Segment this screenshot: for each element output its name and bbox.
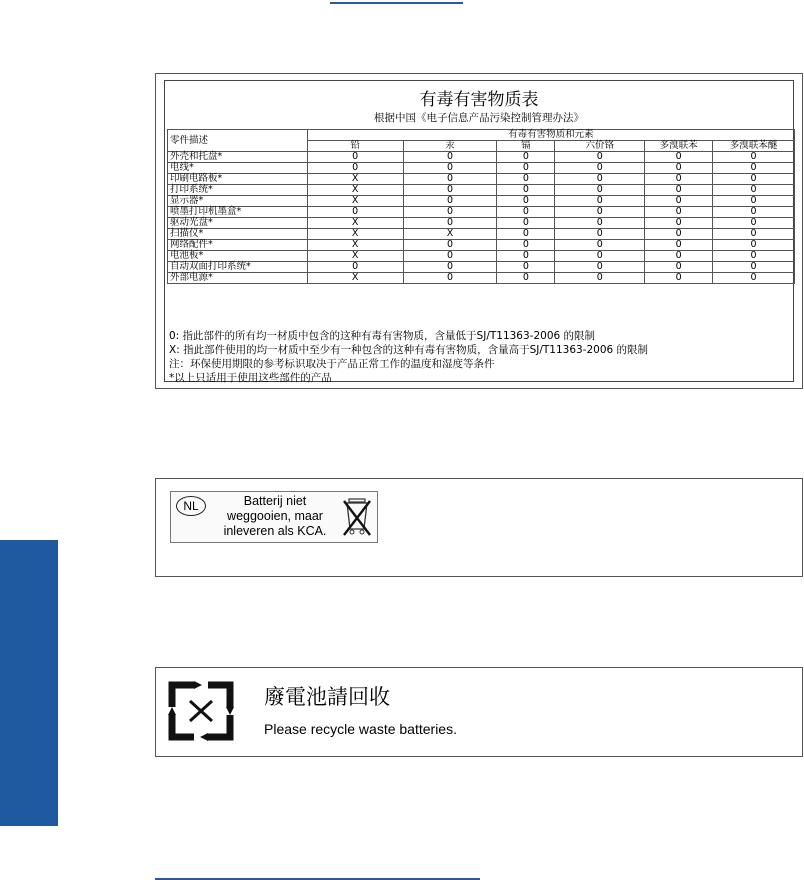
substance-value-cell: 0 bbox=[555, 163, 645, 174]
substance-value-cell: 0 bbox=[713, 262, 795, 273]
substance-value-cell: X bbox=[307, 185, 403, 196]
substance-header: 六价铬 bbox=[555, 141, 645, 152]
substance-value-cell: 0 bbox=[403, 240, 497, 251]
toxic-table-title: 有毒有害物质表 bbox=[419, 90, 539, 110]
substance-value-cell: 0 bbox=[497, 218, 555, 229]
tw-battery-title: 廢電池請回收 bbox=[264, 685, 390, 709]
toxic-table-notes bbox=[169, 329, 648, 385]
substance-value-cell: 0 bbox=[555, 229, 645, 240]
nl-battery-text bbox=[205, 494, 345, 539]
substance-header: 镉 bbox=[497, 141, 555, 152]
part-name-cell: 喷墨打印机墨盒* bbox=[168, 207, 308, 218]
substance-value-cell: 0 bbox=[555, 185, 645, 196]
substance-header: 多溴联苯 bbox=[645, 141, 713, 152]
substance-value-cell: 0 bbox=[555, 218, 645, 229]
nl-country-badge: NL bbox=[176, 496, 206, 516]
toxic-substances-inner bbox=[164, 80, 794, 382]
substance-value-cell: X bbox=[307, 218, 403, 229]
table-row bbox=[168, 273, 795, 284]
substance-value-cell: 0 bbox=[403, 207, 497, 218]
table-row bbox=[168, 240, 795, 251]
toxic-table-body bbox=[168, 152, 795, 284]
substance-value-cell: 0 bbox=[555, 196, 645, 207]
substance-header: 铅 bbox=[307, 141, 403, 152]
substance-value-cell: 0 bbox=[403, 251, 497, 262]
nl-line-2: weggooien, maar bbox=[227, 509, 323, 523]
substance-value-cell: 0 bbox=[403, 273, 497, 284]
substance-value-cell: 0 bbox=[307, 152, 403, 163]
substance-value-cell: 0 bbox=[555, 207, 645, 218]
substance-value-cell: 0 bbox=[497, 240, 555, 251]
substance-value-cell: 0 bbox=[403, 262, 497, 273]
note-line: 0: 指此部件的所有均一材质中包含的这种有毒有害物质，含量低于SJ/T11363-2006 的限制 bbox=[169, 330, 596, 342]
substance-value-cell: 0 bbox=[497, 163, 555, 174]
table-row bbox=[168, 251, 795, 262]
substance-value-cell: 0 bbox=[555, 240, 645, 251]
substance-value-cell: 0 bbox=[645, 251, 713, 262]
substance-header: 汞 bbox=[403, 141, 497, 152]
part-name-cell: 扫描仪* bbox=[168, 229, 308, 240]
substance-value-cell: 0 bbox=[713, 185, 795, 196]
tw-battery-recycle-box bbox=[155, 667, 803, 757]
substance-value-cell: 0 bbox=[497, 207, 555, 218]
substance-value-cell: 0 bbox=[713, 273, 795, 284]
substance-value-cell: 0 bbox=[713, 163, 795, 174]
substance-value-cell: 0 bbox=[713, 207, 795, 218]
substance-value-cell: 0 bbox=[497, 229, 555, 240]
part-name-cell: 外壳和托盘* bbox=[168, 152, 308, 163]
substance-value-cell: 0 bbox=[645, 163, 713, 174]
table-row bbox=[168, 174, 795, 185]
substance-value-cell: 0 bbox=[403, 163, 497, 174]
table-row bbox=[168, 152, 795, 163]
substance-value-cell: 0 bbox=[555, 251, 645, 262]
part-name-cell: 显示器* bbox=[168, 196, 308, 207]
substance-value-cell: 0 bbox=[403, 152, 497, 163]
table-row bbox=[168, 196, 795, 207]
substance-value-cell: 0 bbox=[307, 163, 403, 174]
substance-value-cell: 0 bbox=[497, 185, 555, 196]
substance-value-cell: X bbox=[307, 196, 403, 207]
part-name-cell: 驱动光盘* bbox=[168, 218, 308, 229]
nl-battery-label bbox=[170, 491, 378, 543]
table-row bbox=[168, 185, 795, 196]
substance-value-cell: 0 bbox=[713, 251, 795, 262]
substance-value-cell: 0 bbox=[645, 196, 713, 207]
toxic-substances-box bbox=[155, 73, 803, 389]
substance-value-cell: 0 bbox=[713, 196, 795, 207]
part-name-cell: 电线* bbox=[168, 163, 308, 174]
substance-value-cell: 0 bbox=[555, 152, 645, 163]
substance-value-cell: X bbox=[403, 229, 497, 240]
substance-value-cell: 0 bbox=[645, 174, 713, 185]
tw-battery-subtitle: Please recycle waste batteries. bbox=[264, 721, 457, 737]
part-name-cell: 电池板* bbox=[168, 251, 308, 262]
substance-value-cell: 0 bbox=[645, 185, 713, 196]
substance-value-cell: 0 bbox=[497, 251, 555, 262]
top-rule bbox=[330, 2, 463, 4]
part-description-header: 零件描述 bbox=[168, 130, 308, 152]
note-line: *以上只适用于使用这些部件的产品 bbox=[169, 372, 332, 384]
substance-value-cell: X bbox=[307, 240, 403, 251]
substance-value-cell: 0 bbox=[555, 174, 645, 185]
substance-value-cell: 0 bbox=[713, 218, 795, 229]
substance-value-cell: 0 bbox=[403, 174, 497, 185]
substance-value-cell: X bbox=[307, 273, 403, 284]
substance-value-cell: X bbox=[307, 229, 403, 240]
table-row bbox=[168, 163, 795, 174]
table-row bbox=[168, 207, 795, 218]
table-row bbox=[168, 262, 795, 273]
substance-value-cell: 0 bbox=[713, 152, 795, 163]
nl-line-3: inleveren als KCA. bbox=[223, 524, 327, 538]
toxic-substances-table bbox=[167, 129, 795, 284]
part-name-cell: 打印系统* bbox=[168, 185, 308, 196]
substance-value-cell: 0 bbox=[497, 174, 555, 185]
substance-value-cell: 0 bbox=[497, 196, 555, 207]
substance-value-cell: 0 bbox=[645, 240, 713, 251]
substance-value-cell: 0 bbox=[645, 262, 713, 273]
substance-value-cell: 0 bbox=[307, 207, 403, 218]
substance-value-cell: 0 bbox=[713, 174, 795, 185]
substances-group-header: 有毒有害物质和元素 bbox=[307, 130, 794, 141]
part-name-cell: 自动双面打印系统* bbox=[168, 262, 308, 273]
substance-value-cell: 0 bbox=[645, 273, 713, 284]
part-name-cell: 印刷电路板* bbox=[168, 174, 308, 185]
substance-value-cell: X bbox=[307, 251, 403, 262]
substance-value-cell: 0 bbox=[403, 218, 497, 229]
side-chapter-tab bbox=[0, 540, 58, 826]
note-line: 注：环保使用期限的参考标识取决于产品正常工作的温度和湿度等条件 bbox=[169, 358, 495, 370]
substance-value-cell: 0 bbox=[403, 185, 497, 196]
recycle-icon bbox=[168, 681, 234, 741]
substance-value-cell: 0 bbox=[645, 152, 713, 163]
substance-value-cell: X bbox=[307, 174, 403, 185]
substance-value-cell: 0 bbox=[307, 262, 403, 273]
substance-value-cell: 0 bbox=[497, 262, 555, 273]
substance-value-cell: 0 bbox=[645, 218, 713, 229]
table-row bbox=[168, 218, 795, 229]
part-name-cell: 外部电源* bbox=[168, 273, 308, 284]
toxic-table-subtitle: 根据中国《电子信息产品污染控制管理办法》 bbox=[374, 112, 584, 124]
table-row bbox=[168, 229, 795, 240]
note-line: X: 指此部件使用的均一材质中至少有一种包含的这种有毒有害物质，含量高于SJ/T11363-2006 的限制 bbox=[169, 344, 649, 356]
substance-value-cell: 0 bbox=[645, 207, 713, 218]
nl-line-1: Batterij niet bbox=[243, 494, 307, 508]
substance-value-cell: 0 bbox=[497, 273, 555, 284]
part-name-cell: 网络配件* bbox=[168, 240, 308, 251]
substance-value-cell: 0 bbox=[713, 240, 795, 251]
nl-battery-notice-box bbox=[155, 478, 803, 577]
substance-value-cell: 0 bbox=[497, 152, 555, 163]
substance-value-cell: 0 bbox=[645, 229, 713, 240]
substance-value-cell: 0 bbox=[555, 262, 645, 273]
substance-value-cell: 0 bbox=[403, 196, 497, 207]
substance-header: 多溴联苯醚 bbox=[713, 141, 795, 152]
substance-value-cell: 0 bbox=[555, 273, 645, 284]
substance-value-cell: 0 bbox=[713, 229, 795, 240]
crossed-out-bin-icon bbox=[341, 495, 373, 537]
